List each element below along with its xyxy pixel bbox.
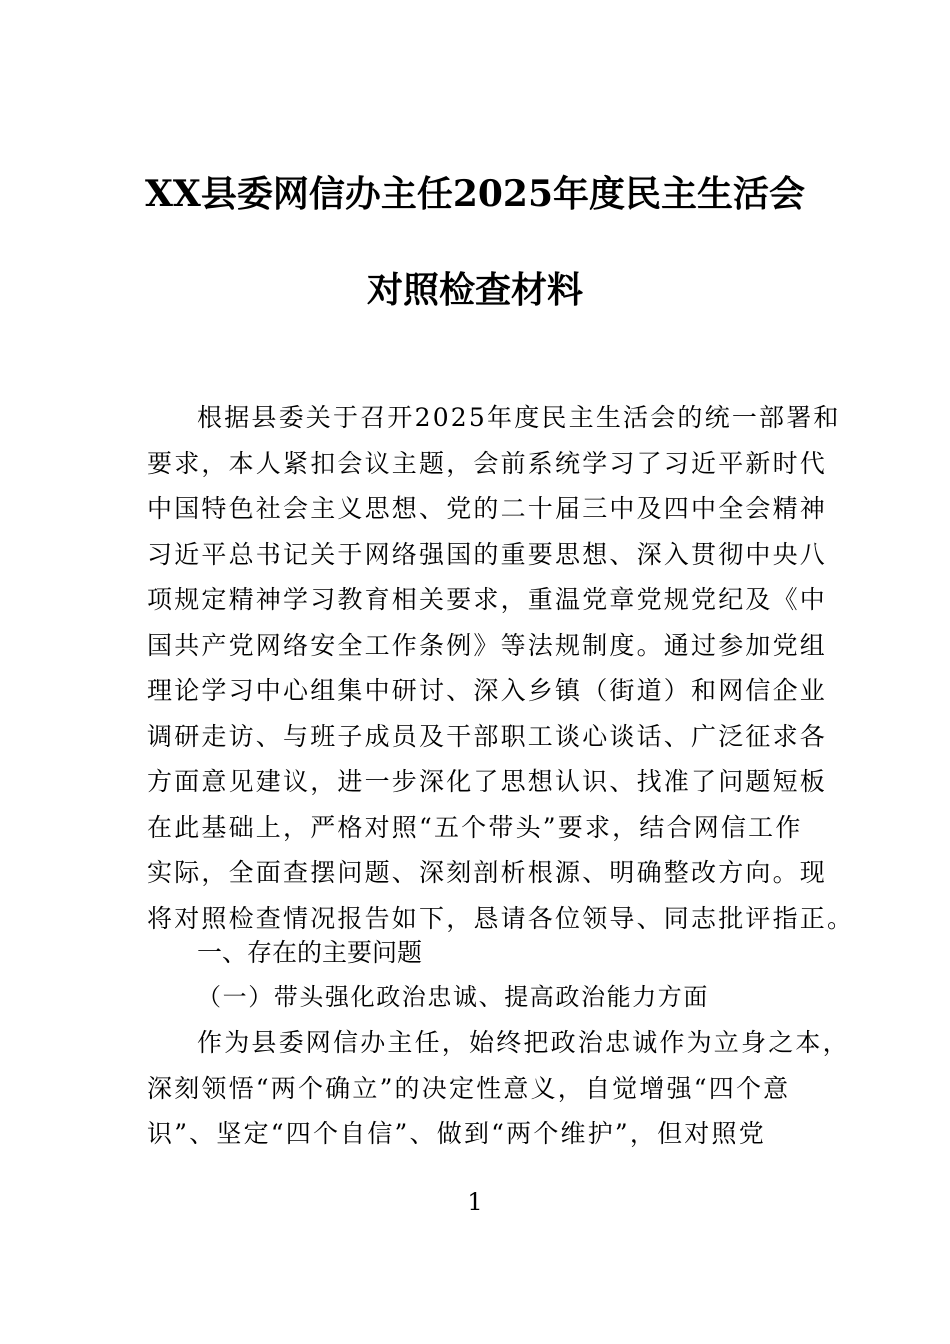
intro-paragraph xyxy=(147,395,855,941)
page-number: 1 xyxy=(467,1188,483,1216)
paragraph-line: 作为县委网信办主任，始终把政治忠诚作为立身之本， xyxy=(197,1028,850,1057)
document-title-line-1: XX县委网信办主任2025年度民主生活会 xyxy=(144,173,806,215)
paragraph-line: 实际，全面查摆问题、深刻剖析根源、明确整改方向。现 xyxy=(147,858,828,887)
paragraph-line: 习近平总书记关于网络强国的重要思想、深入贯彻中央八 xyxy=(147,539,828,569)
subsection-heading: （一）带头强化政治忠诚、提高政治能力方面 xyxy=(197,983,709,1011)
paragraph-line: 识”、坚定“四个自信”、做到“两个维护”，但对照党 xyxy=(147,1119,766,1148)
paragraph-line: 国共产党网络安全工作条例》等法规制度。通过参加党组 xyxy=(147,630,828,660)
paragraph-line: 深刻领悟“两个确立”的决定性意义，自觉增强“四个意 xyxy=(147,1073,791,1103)
section-paragraph xyxy=(147,1020,850,1157)
paragraph-line: 方面意见建议，进一步深化了思想认识、找准了问题短板 xyxy=(147,767,828,796)
paragraph-line: 理论学习中心组集中研讨、深入乡镇（街道）和网信企业 xyxy=(147,676,828,705)
document-title-line-2: 对照检查材料 xyxy=(366,269,583,311)
paragraph-line: 项规定精神学习教育相关要求，重温党章党规党纪及《中 xyxy=(147,585,828,614)
paragraph-line: 调研走访、与班子成员及干部职工谈心谈话、广泛征求各 xyxy=(147,721,828,751)
paragraph-line: 要求，本人紧扣会议主题，会前系统学习了习近平新时代 xyxy=(147,448,828,478)
paragraph-line: 将对照检查情况报告如下，恳请各位领导、同志批评指正。 xyxy=(147,903,855,933)
paragraph-line: 在此基础上，严格对照“五个带头”要求，结合网信工作 xyxy=(147,812,803,842)
paragraph-line: 中国特色社会主义思想、党的二十届三中及四中全会精神 xyxy=(147,494,828,523)
paragraph-line: 根据县委关于召开2025年度民主生活会的统一部署和 xyxy=(197,403,841,432)
section-heading: 一、存在的主要问题 xyxy=(197,938,423,967)
